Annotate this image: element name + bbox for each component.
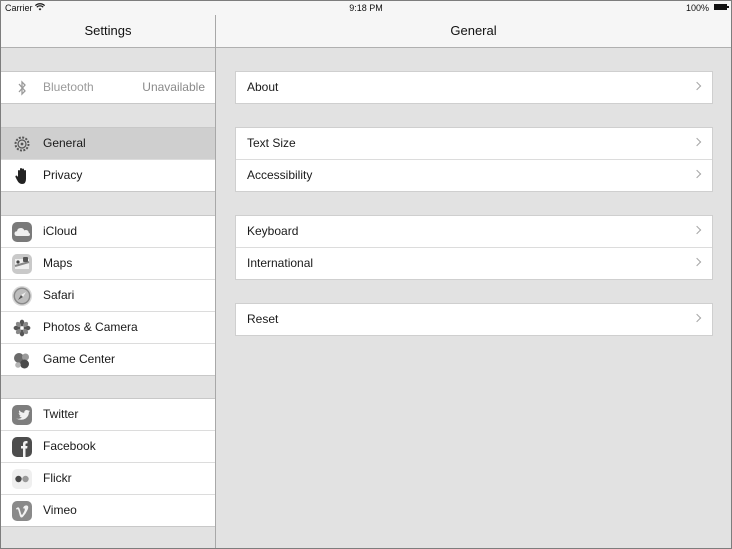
row-label: Text Size xyxy=(247,136,296,150)
sidebar-item-label: Safari xyxy=(43,288,75,302)
maps-icon xyxy=(12,254,32,274)
international-row[interactable] xyxy=(236,248,712,279)
sidebar-item-label: Flickr xyxy=(43,471,72,485)
hand-icon xyxy=(12,166,32,186)
sidebar-item-safari[interactable] xyxy=(1,280,215,312)
sidebar-item-label: Maps xyxy=(43,256,73,270)
sidebar-item-label: Bluetooth xyxy=(43,80,94,94)
sidebar-group-accounts xyxy=(1,398,215,527)
compass-icon xyxy=(12,286,32,306)
sidebar-item-privacy[interactable] xyxy=(1,160,215,191)
bluetooth-icon xyxy=(12,78,32,98)
chevron-right-icon xyxy=(693,82,701,90)
battery-percent: 100% xyxy=(685,3,709,13)
clock: 9:18 PM xyxy=(349,3,383,13)
cloud-icon xyxy=(12,222,32,242)
row-label: International xyxy=(247,256,314,270)
sidebar-item-label: Vimeo xyxy=(43,503,77,517)
text-size-row[interactable] xyxy=(236,128,712,160)
sidebar-item-general[interactable] xyxy=(1,128,215,160)
sidebar-item-flickr[interactable] xyxy=(1,463,215,495)
sidebar-item-vimeo[interactable] xyxy=(1,495,215,526)
row-label: Reset xyxy=(247,312,279,326)
general-pane xyxy=(216,15,731,548)
row-label: Keyboard xyxy=(247,224,299,238)
bluetooth-status: Unavailable xyxy=(142,80,205,94)
accessibility-row[interactable] xyxy=(236,160,712,191)
sidebar-item-label: iCloud xyxy=(43,224,78,238)
chevron-right-icon xyxy=(693,170,701,178)
reset-row[interactable] xyxy=(236,304,712,335)
about-row[interactable] xyxy=(236,72,712,103)
row-label: Accessibility xyxy=(247,168,313,182)
sidebar-group-connectivity xyxy=(1,71,215,104)
sidebar-item-label: Facebook xyxy=(43,439,96,453)
sidebar-group-services xyxy=(1,215,215,376)
chevron-right-icon xyxy=(693,138,701,146)
display-group xyxy=(235,127,713,192)
sidebar-item-label: Game Center xyxy=(43,352,116,366)
page-title: General xyxy=(216,15,731,48)
facebook-f-icon xyxy=(12,437,32,457)
sidebar-item-bluetooth[interactable] xyxy=(1,72,215,103)
sidebar-title: Settings xyxy=(1,15,215,48)
row-label: About xyxy=(247,80,279,94)
chevron-right-icon xyxy=(693,226,701,234)
sidebar-item-maps[interactable] xyxy=(1,248,215,280)
sidebar-item-game-center[interactable] xyxy=(1,344,215,375)
sidebar-item-twitter[interactable] xyxy=(1,399,215,431)
gear-icon xyxy=(12,134,32,154)
settings-sidebar xyxy=(1,15,216,548)
game-center-bubbles-icon xyxy=(12,350,32,370)
sidebar-item-icloud[interactable] xyxy=(1,216,215,248)
battery-icon xyxy=(714,4,727,10)
sidebar-item-label: General xyxy=(43,136,86,150)
sidebar-item-photos-camera[interactable] xyxy=(1,312,215,344)
sidebar-item-label: Privacy xyxy=(43,168,83,182)
photos-flower-icon xyxy=(12,318,32,338)
sidebar-item-facebook[interactable] xyxy=(1,431,215,463)
sidebar-group-general xyxy=(1,127,215,192)
keyboard-row[interactable] xyxy=(236,216,712,248)
sidebar-item-label: Photos & Camera xyxy=(43,320,138,334)
sidebar-item-label: Twitter xyxy=(43,407,79,421)
flickr-dots-icon xyxy=(12,469,32,489)
input-group xyxy=(235,215,713,280)
status-bar xyxy=(1,1,731,15)
reset-group xyxy=(235,303,713,336)
chevron-right-icon xyxy=(693,314,701,322)
chevron-right-icon xyxy=(693,258,701,266)
about-group xyxy=(235,71,713,104)
twitter-bird-icon xyxy=(12,405,32,425)
vimeo-v-icon xyxy=(12,501,32,521)
carrier-label: Carrier xyxy=(5,3,33,13)
